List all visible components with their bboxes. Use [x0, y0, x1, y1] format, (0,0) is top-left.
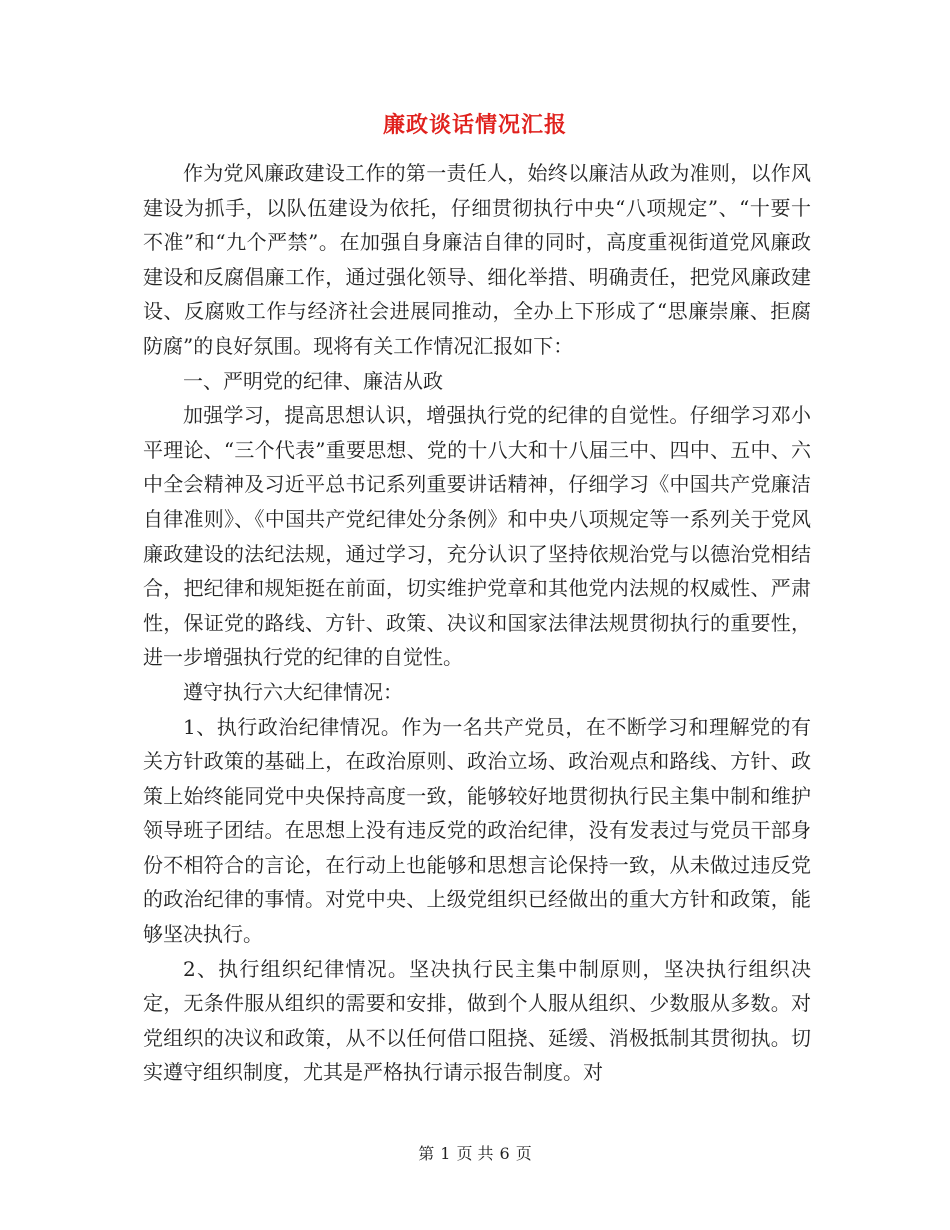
political-discipline-paragraph: 1、执行政治纪律情况。作为一名共产党员，在不断学习和理解党的有关方针政策的基础上，在政治原则、政治立场、政治观点和路线、方针、政策上始终能同党中央保持高度一致，能够较好地贯彻执行民主集中制和维护领导班子团结。在思想上没有违反党的政治纪律，没有发表过与党员干部身份不相符合的言论，在行动上也能够和思想言论保持一致，从未做过违反党的政治纪律的事情。对党中央、上级党组织已经做出的重大方针和政策，能够坚决执行。	[143, 714, 811, 947]
organizational-discipline-paragraph: 2、执行组织纪律情况。坚决执行民主集中制原则，坚决执行组织决定，无条件服从组织的需要和安排，做到个人服从组织、少数服从多数。对党组织的决议和政策，从不以任何借口阻挠、延缓、消极抵制其贯彻执。切实遵守组织制度，尤其是严格执行请示报告制度。对	[143, 956, 811, 1085]
discipline-intro-paragraph: 遵守执行六大纪律情况：	[183, 679, 403, 704]
document-title: 廉政谈话情况汇报	[382, 112, 567, 138]
footer-suffix: 页	[515, 1144, 532, 1163]
intro-paragraph: 作为党风廉政建设工作的第一责任人，始终以廉洁从政为准则，以作风建设为抓手，以队伍建设为依托，仔细贯彻执行中央“八项规定”、“十要十不准”和“九个严禁”。在加强自身廉洁自律的同时，高度重视街道党风廉政建设和反腐倡廉工作，通过强化领导、细化举措、明确责任，把党风廉政建设、反腐败工作与经济社会进展同推动，全办上下形成了“思廉崇廉、拒腐防腐”的良好氛围。现将有关工作情况汇报如下：	[143, 161, 811, 358]
section-heading: 一、严明党的纪律、廉洁从政	[183, 368, 443, 393]
footer-middle: 页 共	[456, 1144, 494, 1163]
footer-page-number: 1	[440, 1144, 451, 1163]
footer-total-pages: 6	[499, 1144, 510, 1163]
document-body	[143, 156, 811, 1090]
page-footer	[0, 1142, 950, 1166]
footer-prefix: 第	[418, 1144, 435, 1163]
study-paragraph: 加强学习，提高思想认识，增强执行党的纪律的自觉性。仔细学习邓小平理论、“三个代表”重要思想、党的十八大和十八届三中、四中、五中、六中全会精神及习近平总书记系列重要讲话精神，仔细学习《中国共产党廉洁自律准则》、《中国共产党纪律处分条例》和中央八项规定等一系列关于党风廉政建设的法纪法规，通过学习，充分认识了坚持依规治党与以德治党相结合，把纪律和规矩挺在前面，切实维护党章和其他党内法规的权威性、严肃性，保证党的路线、方针、政策、决议和国家法律法规贯彻执行的重要性，进一步增强执行党的纪律的自觉性。	[143, 403, 811, 670]
